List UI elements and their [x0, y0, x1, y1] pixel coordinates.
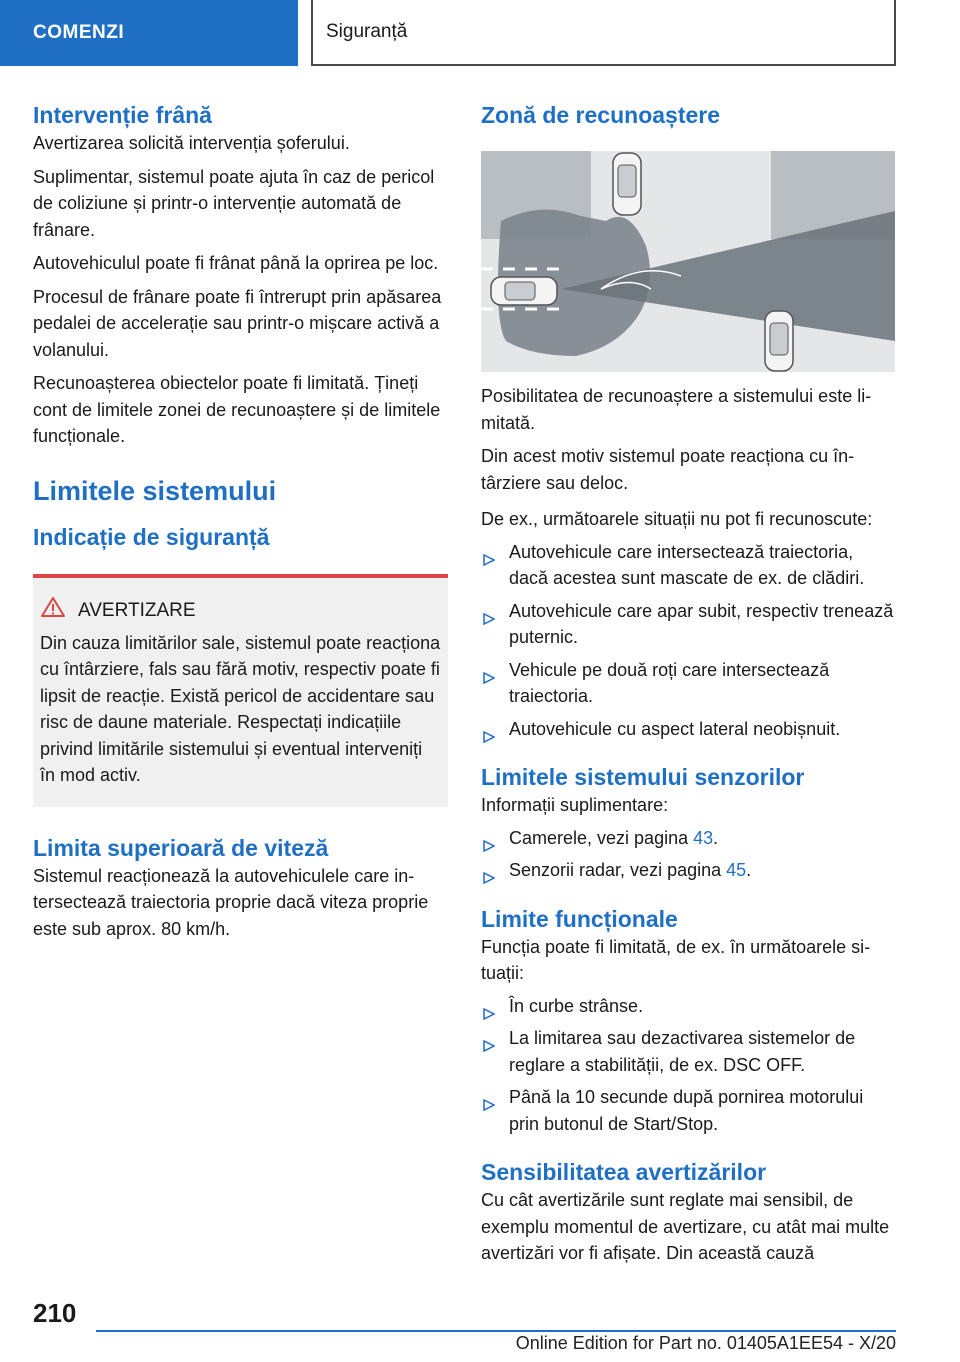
- warning-box: [33, 574, 448, 807]
- brake-paragraph-2: Suplimentar, sistemul poate ajuta în caz de pericol de coliziune și printr-o intervenție automată de frânare.: [33, 166, 435, 240]
- functional-list: [481, 993, 896, 1138]
- brake-intervention-heading: Intervenție frână: [33, 102, 212, 128]
- recognition-zone-diagram: [481, 151, 895, 372]
- list-item: Până la 10 secunde după pornirea motorului prin butonul de Start/Stop.: [481, 1084, 896, 1137]
- sensor-intro: Informații suplimentare:: [481, 795, 669, 815]
- triangle-bullet-icon: [483, 665, 495, 692]
- right-column: [481, 100, 896, 1267]
- triangle-bullet-icon: [483, 865, 495, 892]
- triangle-bullet-icon: [483, 833, 495, 860]
- footer-rule: [96, 1330, 896, 1332]
- list-item: În curbe strânse.: [481, 993, 896, 1020]
- list-item: Vehicule pe două roți care intersectează traiectoria.: [481, 657, 896, 710]
- triangle-bullet-icon: [483, 606, 495, 633]
- camera-page-link[interactable]: 43: [693, 827, 714, 848]
- system-limits-heading: Limitele sistemului: [33, 475, 277, 506]
- triangle-bullet-icon: [483, 547, 495, 574]
- warning-triangle-icon: [40, 596, 66, 626]
- functional-intro: Funcția poate fi limitată, de ex. în următoarele situații:: [481, 936, 871, 983]
- sensitivity-heading: Sensibilitatea avertizărilor: [481, 1159, 767, 1185]
- list-item: Senzorii radar, vezi pagina 45.: [481, 857, 896, 884]
- brake-paragraph-3: Autovehiculul poate fi frânat până la oprirea pe loc.: [33, 253, 439, 273]
- triangle-bullet-icon: [483, 1033, 495, 1060]
- list-item: Camerele, vezi pagina 43.: [481, 825, 896, 852]
- speed-limit-heading: Limita superioară de viteză: [33, 834, 329, 861]
- speed-limit-paragraph: Sistemul reacționează la autovehiculele care intersectează traiectoria proprie dacă viteza proprie este sub aprox. 80 km/h.: [33, 865, 429, 939]
- chapter-tab[interactable]: Siguranță: [311, 0, 896, 66]
- zone-list: [481, 539, 896, 743]
- left-column: [33, 100, 448, 942]
- section-tab[interactable]: COMENZI: [0, 0, 298, 66]
- sensor-limits-heading: Limitele sistemului senzorilor: [481, 764, 805, 790]
- footer-edition: Online Edition for Part no. 01405A1EE54 - X/20: [515, 1333, 896, 1353]
- safety-note-heading: Indicație de siguranță: [33, 523, 270, 550]
- triangle-bullet-icon: [483, 1001, 495, 1028]
- recognition-zone-heading: Zonă de recunoaștere: [481, 102, 721, 128]
- triangle-bullet-icon: [483, 1092, 495, 1119]
- sensitivity-paragraph: Cu cât avertizările sunt reglate mai sensibil, de exemplu momentul de avertizare, cu atât mai multe avertizări vor fi afișate. Din această cauză: [481, 1190, 890, 1263]
- list-item: Autovehicule care intersectează traiectoria, dacă acestea sunt mascate de ex. de clădiri.: [481, 539, 896, 592]
- warning-label: AVERTIZARE: [78, 599, 196, 621]
- warning-text: Din cauza limitărilor sale, sistemul poate reacționa cu întârziere, fals sau fără motiv, respectiv poate fi lipsit de reacție. Există pericol de accidentare sau risc de daune materiale. Respectați indicațiile privind limitările sistemului și eventual interveniți în mod activ.: [40, 632, 441, 785]
- zone-paragraph-2: Din acest motiv sistemul poate reacționa cu întârziere sau deloc.: [481, 446, 855, 493]
- list-item: Autovehicule care apar subit, respectiv trenează puternic.: [481, 598, 896, 651]
- radar-page-link[interactable]: 45: [726, 860, 747, 880]
- functional-limits-heading: Limite funcționale: [481, 905, 678, 932]
- zone-paragraph-3: De ex., următoarele situații nu pot fi recunoscute:: [481, 509, 873, 529]
- page-number: 210: [33, 1298, 77, 1328]
- brake-paragraph-1: Avertizarea solicită intervenția șoferului.: [33, 133, 350, 153]
- triangle-bullet-icon: [483, 724, 495, 751]
- list-item: La limitarea sau dezactivarea sistemelor de reglare a stabilității, de ex. DSC OFF.: [481, 1025, 896, 1078]
- recognition-zone-illustration: [481, 151, 895, 372]
- sensor-list: [481, 825, 896, 884]
- brake-paragraph-5: Recunoașterea obiectelor poate fi limitată. Țineți cont de limitele zonei de recunoaștere și de limitele funcționale.: [33, 373, 441, 446]
- brake-paragraph-4: Procesul de frânare poate fi întrerupt prin apăsarea pedalei de accelerație sau printr-o mișcare activă a volanului.: [33, 286, 442, 360]
- list-item: Autovehicule cu aspect lateral neobișnuit.: [481, 716, 896, 743]
- zone-paragraph-1: Posibilitatea de recunoaștere a sistemului este limitată.: [481, 386, 872, 433]
